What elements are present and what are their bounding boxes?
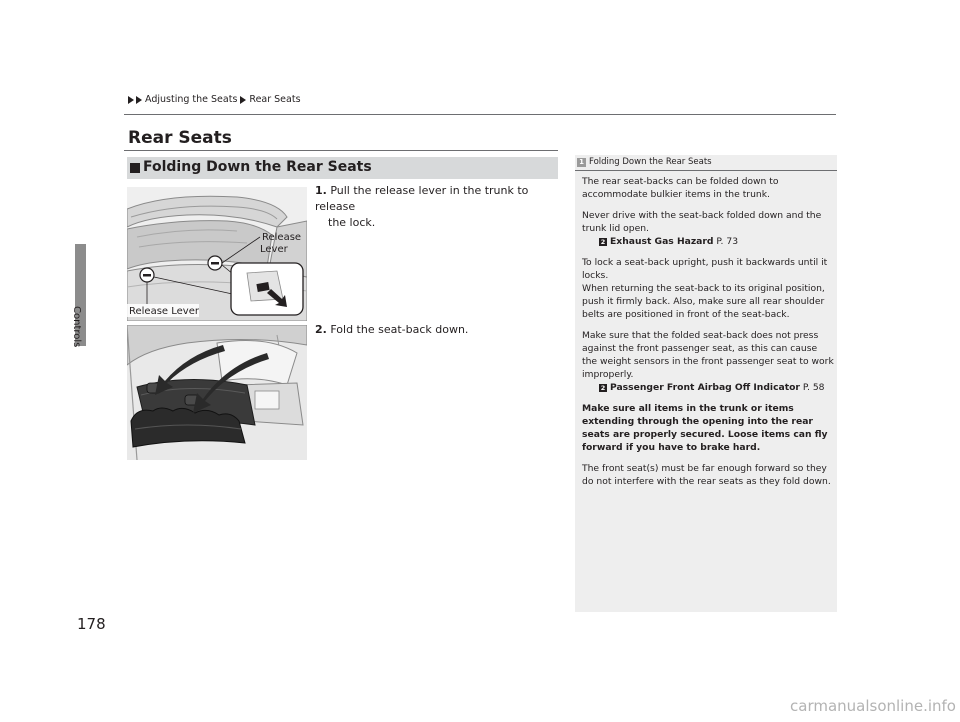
section-heading: Folding Down the Rear Seats	[143, 159, 372, 175]
breadcrumb-arrow-icon	[128, 96, 134, 104]
breadcrumb-arrow-icon	[240, 96, 246, 104]
step-1-text-line1: Pull the release lever in the trunk to release	[315, 184, 529, 213]
cross-reference-icon: 2	[600, 238, 606, 246]
note-warning-secure-items: Make sure all items in the trunk or items extending through the opening into the rear seats are properly secured. Loose items can fly forward if you have to brake hard.	[582, 403, 828, 453]
step-2-number: 2.	[315, 323, 327, 336]
note-header	[575, 155, 837, 171]
cross-reference-icon: 2	[600, 384, 606, 392]
breadcrumb	[128, 94, 301, 105]
step-2	[315, 322, 557, 338]
callout-release-lever-top-line2: Lever	[260, 244, 288, 255]
breadcrumb-arrow-icon	[136, 96, 142, 104]
note-paragraph-front-passenger: Make sure that the folded seat-back does not press against the front passenger seat, as this can cause the weight sensors in the front passenger seat to work improperly.	[582, 330, 834, 380]
note-paragraph-fold: The rear seat-backs can be folded down to accommodate bulkier items in the trunk.	[582, 176, 779, 200]
section-header	[127, 157, 558, 179]
step-1	[315, 183, 557, 231]
reference-title-exhaust-gas-hazard[interactable]: Exhaust Gas Hazard	[610, 236, 714, 247]
reference-page-airbag-off-indicator: P. 58	[802, 382, 825, 393]
note-heading: Folding Down the Rear Seats	[589, 157, 712, 167]
reference-title-airbag-off-indicator[interactable]: Passenger Front Airbag Off Indicator	[610, 382, 800, 393]
step-1-number: 1.	[315, 184, 327, 197]
page-title: Rear Seats	[128, 128, 232, 148]
reference-page-exhaust-gas-hazard: P. 73	[716, 236, 739, 247]
trunk-release-lever-illustration	[127, 187, 307, 321]
note-paragraph-lock-upright: To lock a seat-back upright, push it backwards until it locks.	[582, 257, 828, 281]
step-2-text: Fold the seat-back down.	[330, 323, 469, 336]
chapter-tab-label: Controls	[71, 306, 82, 348]
note-reference-exhaust[interactable]	[582, 235, 834, 248]
header-divider	[124, 114, 836, 115]
note-paragraph-front-seats: The front seat(s) must be far enough forward so they do not interfere with the rear seats as they fold down.	[582, 463, 831, 487]
note-reference-airbag[interactable]	[582, 381, 834, 394]
watermark: carmanualsonline.info	[790, 697, 956, 715]
note-paragraph-return-seatback: When returning the seat-back to its original position, push it firmly back. Also, make sure all rear shoulder belts are positioned in front of the seat-back.	[582, 283, 825, 320]
seat-back-fold-illustration	[127, 325, 307, 460]
breadcrumb-item-adjusting-seats[interactable]: Adjusting the Seats	[145, 94, 238, 105]
breadcrumb-item-rear-seats[interactable]: Rear Seats	[249, 94, 301, 105]
note-paragraph-never-drive: Never drive with the seat-back folded down and the trunk lid open.	[582, 210, 822, 234]
title-divider	[124, 150, 558, 151]
callout-release-lever-top-line1: Release	[262, 232, 302, 243]
note-body	[582, 175, 834, 496]
note-panel	[575, 155, 837, 612]
page-number: 178	[77, 615, 106, 633]
note-marker-icon: 1	[577, 158, 586, 167]
section-bullet-icon	[130, 163, 140, 173]
callout-release-lever-bottom: Release Lever	[129, 306, 199, 317]
step-1-text-line2: the lock.	[328, 216, 376, 229]
